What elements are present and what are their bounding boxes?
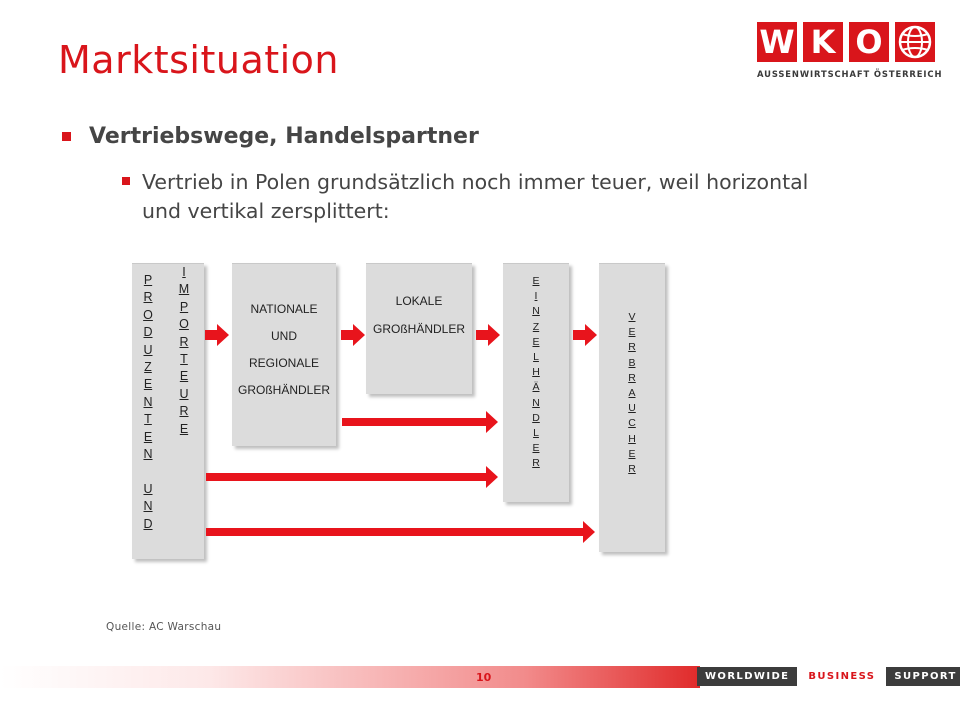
producers-label [140,272,156,533]
importers-letter: R [179,334,189,349]
footer-word-business: BUSINESS [800,667,883,686]
importers-letter: T [180,352,188,367]
national-label-line: GROßHÄNDLER [237,383,330,397]
producers-letter: D [143,516,153,531]
producers-letter: P [143,273,153,287]
producers-letter: R [143,290,153,305]
arrow-right-icon [573,324,597,346]
producers-letter: O [143,307,153,322]
importers-letter: I [182,265,186,279]
retailers-letter: Z [532,320,540,333]
source-note: Quelle: AC Warschau [106,621,222,633]
producers-letter: N [143,499,153,514]
bullet-level1 [62,124,479,149]
consumers-letter: E [628,447,636,460]
national-wholesalers-box [232,263,336,446]
importers-label [176,264,192,438]
local-wholesalers-box [366,263,472,394]
arrow-right-icon [476,324,500,346]
retailers-box [503,263,569,502]
retailers-letter: E [532,335,540,348]
arrow-right-icon [341,324,365,346]
producers-letter: U [143,481,153,496]
footer-word-worldwide: WORLDWIDE [697,667,797,686]
logo-subtitle: AUSSENWIRTSCHAFT ÖSTERREICH [757,69,943,79]
retailers-letter: E [532,275,540,287]
national-label-line: REGIONALE [248,356,320,370]
national-label-line: UND [271,329,297,343]
importers-letter: R [179,404,189,419]
slide-title: Marktsituation [58,38,340,82]
retailers-letter: N [532,396,540,409]
retailers-letter: L [533,427,539,440]
retailers-letter: N [532,305,540,318]
producers-letter: Z [144,360,152,375]
bullet-level2 [122,168,842,226]
local-label-line: LOKALE [395,294,443,308]
retailers-letter: I [534,290,538,303]
arrow-long-right-icon [206,521,595,543]
retailers-letter: L [533,351,539,364]
consumers-letter: U [628,402,636,415]
consumers-letter: V [628,311,636,323]
retailers-letter: E [532,442,540,455]
consumers-letter: R [628,341,636,354]
arrow-long-right-icon [206,466,498,488]
producers-letter: N [143,447,153,462]
producers-letter: E [143,377,153,392]
bullet-level1-text: Vertriebswege, Handelspartner [89,124,479,149]
bullet-level2-text: Vertrieb in Polen grundsätzlich noch immer teuer, weil horizontal und vertikal zersplittert: [142,170,809,223]
local-label-line: GROßHÄNDLER [372,322,465,336]
bullet-square-icon [122,177,130,185]
consumers-letter: C [628,417,636,430]
retailers-letter: D [532,411,540,424]
globe-icon [895,22,935,62]
importers-letter: E [179,421,189,436]
producers-letter: N [143,394,153,409]
consumers-letter: H [628,432,636,445]
logo-letter-w: W [757,22,797,62]
consumers-letter: B [628,356,636,369]
retailers-label [528,274,544,472]
logo-letter-o: O [849,22,889,62]
producers-letter: T [144,412,152,427]
producers-importers-box [132,263,204,559]
retailers-letter: H [532,366,540,379]
consumers-label [624,310,640,477]
importers-letter: U [179,386,189,401]
retailers-letter: Ä [532,381,540,394]
arrow-long-right-icon [342,411,498,433]
consumers-letter: A [628,387,636,400]
retailers-letter: R [532,457,540,470]
importers-letter: M [178,282,190,297]
footer-word-support: SUPPORT [886,667,960,686]
national-label-line: NATIONALE [250,302,318,316]
consumers-letter: R [628,463,636,476]
producers-letter: U [143,342,153,357]
producers-letter: D [143,325,153,340]
wko-logo [757,22,943,84]
consumers-letter: R [628,371,636,384]
importers-letter: P [179,299,189,314]
producers-letter [146,463,149,480]
arrow-right-icon [205,324,229,346]
footer-worldwide-business-support [697,667,960,686]
importers-letter: O [179,317,189,332]
consumers-letter: E [628,326,636,339]
bullet-square-icon [62,132,71,141]
page-number: 10 [476,671,492,684]
importers-letter: E [179,369,189,384]
footer-gradient-bar [0,666,700,688]
logo-letter-k: K [803,22,843,62]
producers-letter: E [143,429,153,444]
consumers-box [599,263,665,552]
